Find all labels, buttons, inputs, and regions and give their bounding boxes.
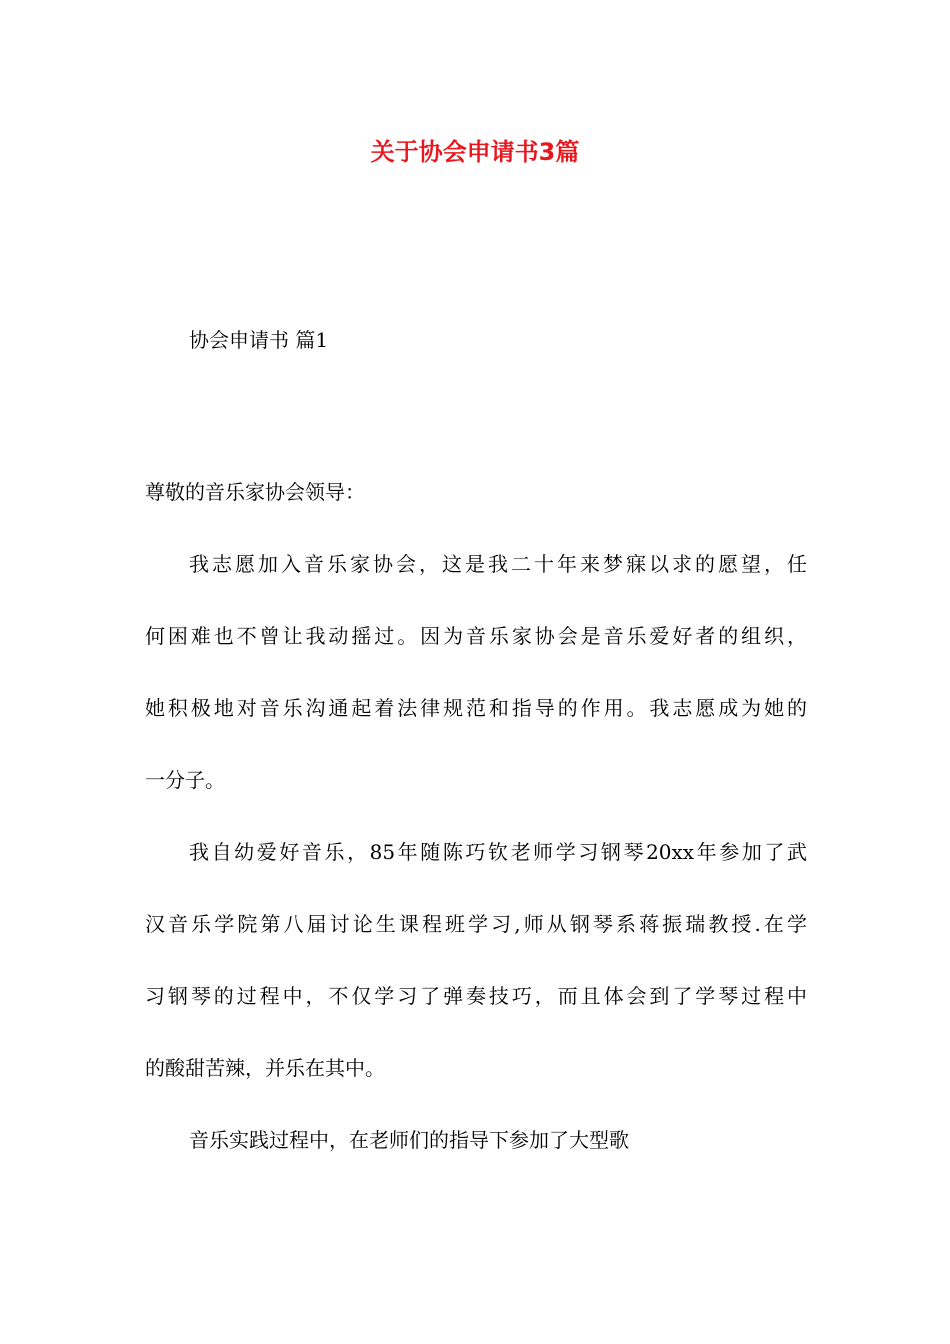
paragraph-2-line-3: 习钢琴的过程中，不仅学习了弹奏技巧，而且体会到了学琴过程中 [145, 984, 807, 1008]
document-title: 关于协会申请书3篇 [370, 138, 580, 166]
section-heading: 协会申请书 篇1 [189, 328, 329, 352]
paragraph-2-line-2: 汉音乐学院第八届讨论生课程班学习,师从钢琴系蒋振瑞教授.在学 [145, 912, 807, 936]
paragraph-2-line-1: 我自幼爱好音乐，85年随陈巧钦老师学习钢琴20xx年参加了武 [189, 840, 807, 864]
paragraph-1-line-3: 她积极地对音乐沟通起着法律规范和指导的作用。我志愿成为她的 [145, 696, 807, 720]
paragraph-2-line-4: 的酸甜苦辣，并乐在其中。 [145, 1056, 385, 1080]
paragraph-1-line-1: 我志愿加入音乐家协会，这是我二十年来梦寐以求的愿望，任 [189, 552, 807, 576]
paragraph-3-line-1: 音乐实践过程中，在老师们的指导下参加了大型歌 [189, 1128, 629, 1152]
paragraph-1-line-4: 一分子。 [145, 768, 225, 792]
salutation: 尊敬的音乐家协会领导： [145, 480, 365, 504]
paragraph-1-line-2: 何困难也不曾让我动摇过。因为音乐家协会是音乐爱好者的组织， [145, 624, 807, 648]
